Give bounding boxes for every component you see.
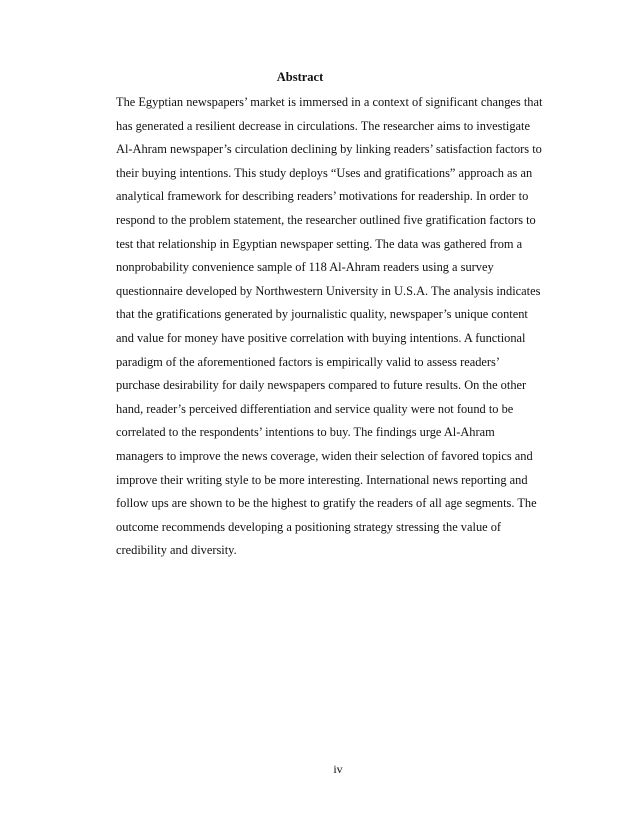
abstract-line: that the gratifications generated by journalistic quality, newspaper’s unique content <box>116 307 528 322</box>
abstract-line: and value for money have positive correlation with buying intentions. A functional <box>116 330 526 345</box>
abstract-body <box>116 94 546 566</box>
abstract-line: hand, reader’s perceived differentiation and service quality were not found to be <box>116 401 514 416</box>
abstract-line: analytical framework for describing readers’ motivations for readership. In order to <box>116 189 529 204</box>
abstract-line: purchase desirability for daily newspapers compared to future results. On the other <box>116 378 527 393</box>
abstract-line: questionnaire developed by Northwestern University in U.S.A. The analysis indicates <box>116 283 541 298</box>
page-number: iv <box>333 762 343 776</box>
abstract-line: follow ups are shown to be the highest to gratify the readers of all age segments. The <box>116 496 537 511</box>
abstract-line: paradigm of the aforementioned factors is empirically valid to assess readers’ <box>116 354 500 369</box>
abstract-line: credibility and diversity. <box>116 543 237 558</box>
abstract-line: respond to the problem statement, the researcher outlined five gratification factors to <box>116 212 536 227</box>
abstract-line: nonprobability convenience sample of 118 Al-Ahram readers using a survey <box>116 260 494 275</box>
abstract-line: managers to improve the news coverage, widen their selection of favored topics and <box>116 448 533 463</box>
abstract-line: The Egyptian newspapers’ market is immersed in a context of significant changes that <box>116 95 543 109</box>
abstract-line: their buying intentions. This study deploys “Uses and gratifications” approach as an <box>116 165 533 180</box>
abstract-line: has generated a resilient decrease in circulations. The researcher aims to investigate <box>116 118 530 133</box>
abstract-line: improve their writing style to be more interesting. International news reporting and <box>116 472 528 487</box>
abstract-heading: Abstract <box>276 70 324 84</box>
abstract-line: Al-Ahram newspaper’s circulation declining by linking readers’ satisfaction factors to <box>116 142 542 157</box>
abstract-line: outcome recommends developing a positioning strategy stressing the value of <box>116 519 502 534</box>
abstract-line: test that relationship in Egyptian newspaper setting. The data was gathered from a <box>116 236 523 251</box>
abstract-line: correlated to the respondents’ intentions to buy. The findings urge Al-Ahram <box>116 425 495 440</box>
